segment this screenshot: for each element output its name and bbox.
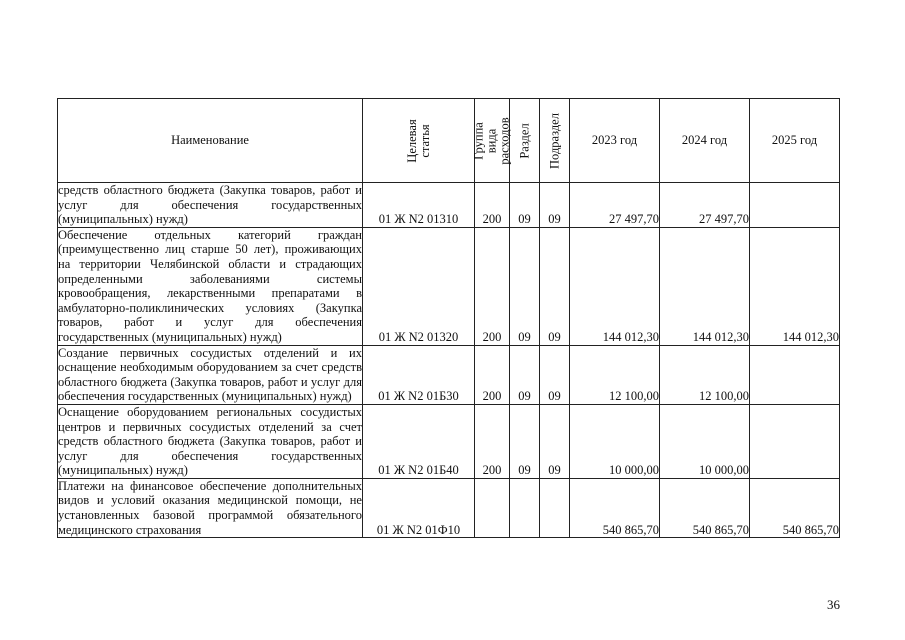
row-amount-2023: 12 100,00 [570, 345, 660, 404]
row-amount-2025: 144 012,30 [750, 227, 840, 345]
row-amount-2023: 10 000,00 [570, 404, 660, 478]
header-target-article [363, 99, 475, 183]
row-target-code: 01 Ж N2 01Ф10 [363, 478, 475, 537]
row-section: 09 [510, 183, 540, 228]
row-subsection: 09 [540, 345, 570, 404]
row-amount-2023: 27 497,70 [570, 183, 660, 228]
row-amount-2025: 540 865,70 [750, 478, 840, 537]
row-amount-2025 [750, 183, 840, 228]
row-name: Обеспечение отдельных категорий граждан (преимущественно лиц старше 50 лет), проживающих на территории Челябинской области и страдающих определенными заболеваниями системы кровообращения, лекарственными препаратами в амбулаторно-поликлинических условиях (Закупка товаров, работ и услуг для обеспечения государственных (муниципальных) нужд) [58, 227, 362, 344]
row-amount-2024: 10 000,00 [660, 404, 750, 478]
row-amount-2025 [750, 404, 840, 478]
row-name: Платежи на финансовое обеспечение дополнительных видов и условий оказания медицинской помощи, не установленных базовой программой обязательного медицинского страхования [58, 478, 362, 537]
table-row [58, 227, 840, 345]
row-subsection [540, 478, 570, 537]
header-row [58, 99, 840, 183]
row-amount-2024: 144 012,30 [660, 227, 750, 345]
row-amount-2025 [750, 345, 840, 404]
row-expense-group: 200 [475, 227, 510, 345]
row-section [510, 478, 540, 537]
header-section-text: Раздел [517, 122, 531, 159]
row-amount-2024: 540 865,70 [660, 478, 750, 537]
row-expense-group: 200 [475, 345, 510, 404]
row-section: 09 [510, 345, 540, 404]
row-target-code: 01 Ж N2 01320 [363, 227, 475, 345]
row-target-code: 01 Ж N2 01Б30 [363, 345, 475, 404]
header-subsection-text: Подраздел [547, 112, 561, 169]
row-expense-group: 200 [475, 183, 510, 228]
header-section [510, 99, 540, 183]
header-expense-group [471, 99, 512, 183]
row-expense-group [475, 478, 510, 537]
header-2024: 2024 год [660, 99, 750, 183]
header-expense-group-text: Группа вида расходов [471, 116, 512, 165]
page-number: 36 [827, 597, 840, 612]
row-expense-group: 200 [475, 404, 510, 478]
row-target-code: 01 Ж N2 01310 [363, 183, 475, 228]
header-subsection [540, 99, 570, 183]
table-row [58, 478, 840, 537]
row-amount-2023: 540 865,70 [570, 478, 660, 537]
table-row [58, 404, 840, 478]
row-name: Создание первичных сосудистых отделений и их оснащение необходимым оборудованием за счет средств областного бюджета (Закупка товаров, работ и услуг для обеспечения государственных (муниципальных) нужд) [58, 345, 362, 404]
row-name: Оснащение оборудованием региональных сосудистых центров и первичных сосудистых отделений за счет средств областного бюджета (Закупка товаров, работ и услуг для обеспечения государственных (муниципальных) нужд) [58, 404, 362, 478]
row-subsection: 09 [540, 227, 570, 345]
table-row [58, 345, 840, 404]
row-name: средств областного бюджета (Закупка товаров, работ и услуг для обеспечения государственных (муниципальных) нужд) [58, 183, 362, 227]
row-amount-2023: 144 012,30 [570, 227, 660, 345]
header-name: Наименование [58, 99, 363, 183]
row-subsection: 09 [540, 183, 570, 228]
header-target-article-text: Целевая статья [404, 118, 432, 163]
row-subsection: 09 [540, 404, 570, 478]
row-amount-2024: 12 100,00 [660, 345, 750, 404]
budget-table [57, 98, 840, 538]
header-2025: 2025 год [750, 99, 840, 183]
row-section: 09 [510, 404, 540, 478]
header-2023: 2023 год [570, 99, 660, 183]
row-section: 09 [510, 227, 540, 345]
table-row [58, 183, 840, 228]
row-target-code: 01 Ж N2 01Б40 [363, 404, 475, 478]
row-amount-2024: 27 497,70 [660, 183, 750, 228]
